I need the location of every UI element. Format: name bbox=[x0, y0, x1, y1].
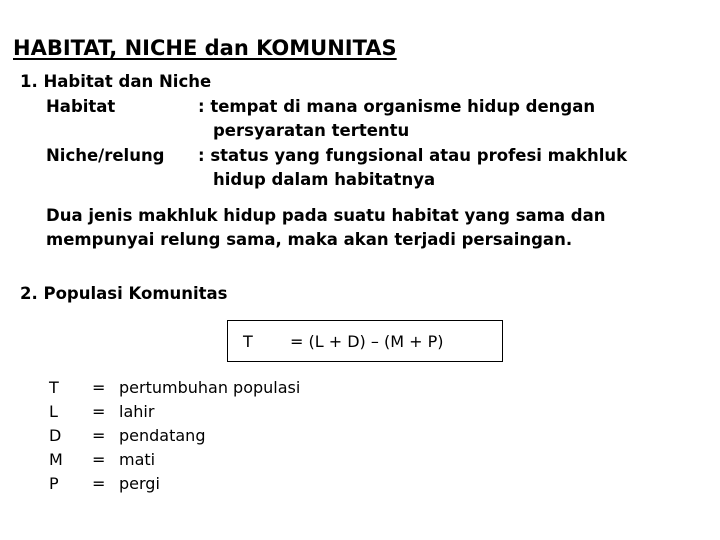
legend-symbol: P bbox=[49, 474, 59, 493]
section-2-heading: 2. Populasi Komunitas bbox=[20, 284, 228, 303]
legend-equals: = bbox=[92, 450, 106, 469]
paragraph-line: Dua jenis makhluk hidup pada suatu habitat yang sama dan bbox=[46, 206, 606, 225]
legend-meaning: pertumbuhan populasi bbox=[119, 378, 301, 397]
formula-rhs: = (L + D) – (M + P) bbox=[290, 332, 444, 351]
legend-meaning: mati bbox=[119, 450, 156, 469]
legend-symbol: L bbox=[49, 402, 58, 421]
legend-symbol: D bbox=[49, 426, 62, 445]
legend-meaning: pergi bbox=[119, 474, 160, 493]
legend-equals: = bbox=[92, 378, 106, 397]
legend-meaning: lahir bbox=[119, 402, 155, 421]
definition-term-habitat: Habitat bbox=[46, 97, 116, 116]
formula-lhs: T bbox=[243, 332, 253, 351]
legend-symbol: M bbox=[49, 450, 63, 469]
legend-meaning: pendatang bbox=[119, 426, 206, 445]
definition-text-niche-line2: hidup dalam habitatnya bbox=[213, 170, 436, 189]
paragraph-line: mempunyai relung sama, maka akan terjadi persaingan. bbox=[46, 230, 573, 249]
legend-symbol: T bbox=[49, 378, 59, 397]
legend-equals: = bbox=[92, 426, 106, 445]
definition-text-habitat-line1: : tempat di mana organisme hidup dengan bbox=[198, 97, 596, 116]
legend-equals: = bbox=[92, 474, 106, 493]
definition-text-habitat-line2: persyaratan tertentu bbox=[213, 121, 410, 140]
legend-equals: = bbox=[92, 402, 106, 421]
definition-term-niche: Niche/relung bbox=[46, 146, 165, 165]
definition-text-niche-line1: : status yang fungsional atau profesi makhluk bbox=[198, 146, 628, 165]
section-1-heading: 1. Habitat dan Niche bbox=[20, 72, 212, 91]
page-title: HABITAT, NICHE dan KOMUNITAS bbox=[13, 36, 397, 60]
